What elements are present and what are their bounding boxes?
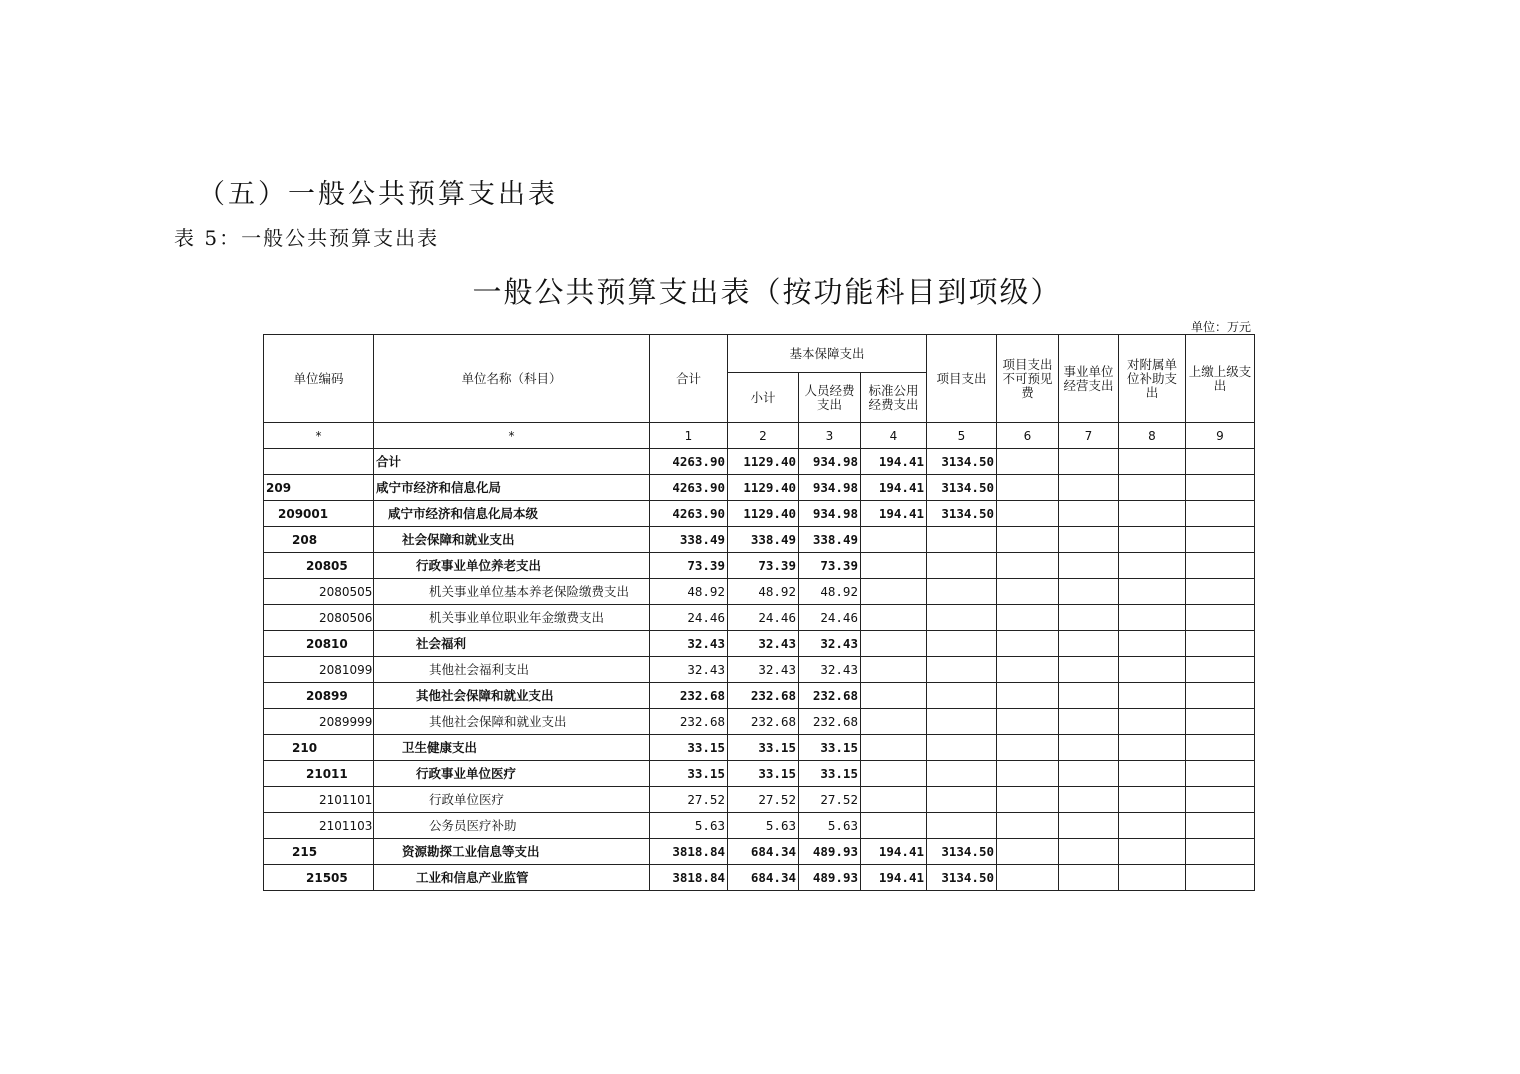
index-cell: 2 <box>728 423 799 449</box>
row-value-project <box>927 787 997 813</box>
row-value-c8 <box>1119 579 1186 605</box>
row-value-c9 <box>1186 527 1255 553</box>
row-name: 社会保障和就业支出 <box>374 527 650 553</box>
row-value-public-std <box>861 579 927 605</box>
row-value-c9 <box>1186 605 1255 631</box>
row-value-total: 48.92 <box>650 579 728 605</box>
row-value-c9 <box>1186 709 1255 735</box>
row-value-project <box>927 579 997 605</box>
row-value-public-std <box>861 787 927 813</box>
row-value-c6 <box>997 839 1059 865</box>
row-value-personnel: 232.68 <box>799 683 861 709</box>
row-code: 215 <box>264 839 374 865</box>
row-value-total: 4263.90 <box>650 475 728 501</box>
header-project: 项目支出 <box>927 335 997 423</box>
row-value-public-std <box>861 527 927 553</box>
header-code: 单位编码 <box>264 335 374 423</box>
row-value-c7 <box>1059 813 1119 839</box>
row-code: 20805 <box>264 553 374 579</box>
row-value-c7 <box>1059 605 1119 631</box>
row-value-project <box>927 657 997 683</box>
row-value-personnel: 934.98 <box>799 475 861 501</box>
row-value-public-std: 194.41 <box>861 501 927 527</box>
row-value-total: 32.43 <box>650 631 728 657</box>
row-value-total: 232.68 <box>650 709 728 735</box>
row-code: 20899 <box>264 683 374 709</box>
row-value-c9 <box>1186 631 1255 657</box>
row-value-personnel: 5.63 <box>799 813 861 839</box>
row-value-personnel: 27.52 <box>799 787 861 813</box>
row-value-subtotal: 232.68 <box>728 683 799 709</box>
row-code: 21505 <box>264 865 374 891</box>
row-value-public-std: 194.41 <box>861 839 927 865</box>
row-value-total: 338.49 <box>650 527 728 553</box>
row-name: 卫生健康支出 <box>374 735 650 761</box>
row-value-c7 <box>1059 553 1119 579</box>
header-subsidiary-subsidy: 对附属单位补助支出 <box>1119 335 1186 423</box>
row-value-subtotal: 5.63 <box>728 813 799 839</box>
row-value-subtotal: 33.15 <box>728 761 799 787</box>
row-code: 209001 <box>264 501 374 527</box>
table-row <box>264 475 1255 501</box>
row-name: 行政单位医疗 <box>374 787 650 813</box>
row-value-personnel: 32.43 <box>799 657 861 683</box>
row-value-c6 <box>997 709 1059 735</box>
row-value-subtotal: 48.92 <box>728 579 799 605</box>
row-value-c9 <box>1186 865 1255 891</box>
row-value-project <box>927 631 997 657</box>
row-code: 21011 <box>264 761 374 787</box>
row-value-c6 <box>997 579 1059 605</box>
index-row <box>264 423 1255 449</box>
row-value-subtotal: 684.34 <box>728 865 799 891</box>
row-name: 工业和信息产业监管 <box>374 865 650 891</box>
row-value-c8 <box>1119 449 1186 475</box>
row-value-project <box>927 527 997 553</box>
index-cell: 8 <box>1119 423 1186 449</box>
row-value-total: 4263.90 <box>650 449 728 475</box>
row-value-c6 <box>997 865 1059 891</box>
row-name: 公务员医疗补助 <box>374 813 650 839</box>
row-value-c7 <box>1059 475 1119 501</box>
row-value-c9 <box>1186 735 1255 761</box>
row-value-project <box>927 683 997 709</box>
row-value-c6 <box>997 501 1059 527</box>
row-value-c9 <box>1186 579 1255 605</box>
row-name: 资源勘探工业信息等支出 <box>374 839 650 865</box>
table-row <box>264 683 1255 709</box>
header-upper-payment: 上缴上级支出 <box>1186 335 1255 423</box>
row-code <box>264 449 374 475</box>
row-value-public-std <box>861 605 927 631</box>
index-cell: 4 <box>861 423 927 449</box>
row-value-public-std <box>861 631 927 657</box>
header-row-1 <box>264 335 1255 373</box>
table-row <box>264 735 1255 761</box>
row-value-project <box>927 735 997 761</box>
row-value-c7 <box>1059 631 1119 657</box>
row-value-personnel: 489.93 <box>799 839 861 865</box>
row-value-c8 <box>1119 813 1186 839</box>
row-value-personnel: 33.15 <box>799 761 861 787</box>
row-value-subtotal: 338.49 <box>728 527 799 553</box>
row-value-public-std: 194.41 <box>861 865 927 891</box>
row-code: 2080506 <box>264 605 374 631</box>
row-value-public-std <box>861 657 927 683</box>
row-code: 209 <box>264 475 374 501</box>
table-row <box>264 501 1255 527</box>
row-value-c7 <box>1059 657 1119 683</box>
row-value-c7 <box>1059 839 1119 865</box>
row-value-c8 <box>1119 631 1186 657</box>
row-value-c8 <box>1119 605 1186 631</box>
row-name: 机关事业单位基本养老保险缴费支出 <box>374 579 650 605</box>
row-value-subtotal: 1129.40 <box>728 475 799 501</box>
row-value-project: 3134.50 <box>927 475 997 501</box>
row-value-subtotal: 1129.40 <box>728 501 799 527</box>
row-value-public-std <box>861 761 927 787</box>
row-value-c6 <box>997 761 1059 787</box>
header-personnel: 人员经费支出 <box>799 373 861 423</box>
row-value-c8 <box>1119 501 1186 527</box>
row-value-c9 <box>1186 449 1255 475</box>
row-value-subtotal: 24.46 <box>728 605 799 631</box>
row-value-personnel: 24.46 <box>799 605 861 631</box>
row-code: 2101101 <box>264 787 374 813</box>
index-cell: * <box>264 423 374 449</box>
row-value-personnel: 934.98 <box>799 449 861 475</box>
row-value-subtotal: 32.43 <box>728 631 799 657</box>
budget-table <box>263 334 1255 891</box>
table-caption: 表 5：一般公共预算支出表 <box>174 226 440 250</box>
row-value-c8 <box>1119 865 1186 891</box>
header-public-std: 标准公用经费支出 <box>861 373 927 423</box>
row-value-c9 <box>1186 839 1255 865</box>
row-value-personnel: 33.15 <box>799 735 861 761</box>
row-value-project: 3134.50 <box>927 449 997 475</box>
header-basic: 基本保障支出 <box>728 335 927 373</box>
row-value-c6 <box>997 813 1059 839</box>
row-value-c6 <box>997 683 1059 709</box>
table-row <box>264 553 1255 579</box>
row-value-personnel: 32.43 <box>799 631 861 657</box>
row-value-c6 <box>997 787 1059 813</box>
row-value-project: 3134.50 <box>927 839 997 865</box>
row-name: 其他社会保障和就业支出 <box>374 709 650 735</box>
row-value-c8 <box>1119 553 1186 579</box>
row-code: 208 <box>264 527 374 553</box>
row-value-project <box>927 605 997 631</box>
row-value-total: 73.39 <box>650 553 728 579</box>
row-value-personnel: 48.92 <box>799 579 861 605</box>
row-value-subtotal: 73.39 <box>728 553 799 579</box>
row-value-public-std <box>861 553 927 579</box>
row-value-c9 <box>1186 813 1255 839</box>
row-value-c8 <box>1119 735 1186 761</box>
row-value-c7 <box>1059 683 1119 709</box>
index-cell: 5 <box>927 423 997 449</box>
row-value-personnel: 338.49 <box>799 527 861 553</box>
row-value-public-std <box>861 709 927 735</box>
table-row <box>264 527 1255 553</box>
row-value-subtotal: 32.43 <box>728 657 799 683</box>
row-value-personnel: 232.68 <box>799 709 861 735</box>
row-value-total: 32.43 <box>650 657 728 683</box>
row-value-c8 <box>1119 839 1186 865</box>
header-subtotal: 小计 <box>728 373 799 423</box>
row-value-c9 <box>1186 657 1255 683</box>
row-value-total: 33.15 <box>650 761 728 787</box>
table-row <box>264 631 1255 657</box>
row-name: 咸宁市经济和信息化局本级 <box>374 501 650 527</box>
index-cell: 3 <box>799 423 861 449</box>
row-value-total: 5.63 <box>650 813 728 839</box>
row-value-c7 <box>1059 501 1119 527</box>
row-value-c9 <box>1186 553 1255 579</box>
header-total: 合计 <box>650 335 728 423</box>
row-value-public-std: 194.41 <box>861 475 927 501</box>
row-value-personnel: 934.98 <box>799 501 861 527</box>
row-value-c6 <box>997 605 1059 631</box>
row-value-c7 <box>1059 527 1119 553</box>
index-cell: * <box>374 423 650 449</box>
table-row <box>264 657 1255 683</box>
row-value-subtotal: 1129.40 <box>728 449 799 475</box>
row-value-c7 <box>1059 787 1119 813</box>
table-row <box>264 605 1255 631</box>
row-name: 其他社会保障和就业支出 <box>374 683 650 709</box>
row-value-subtotal: 33.15 <box>728 735 799 761</box>
row-value-c9 <box>1186 761 1255 787</box>
row-value-c6 <box>997 527 1059 553</box>
table-row <box>264 787 1255 813</box>
row-value-c8 <box>1119 761 1186 787</box>
row-value-c7 <box>1059 449 1119 475</box>
row-value-c6 <box>997 631 1059 657</box>
row-code: 2081099 <box>264 657 374 683</box>
row-code: 2080505 <box>264 579 374 605</box>
row-name: 社会福利 <box>374 631 650 657</box>
row-value-c7 <box>1059 735 1119 761</box>
row-value-c8 <box>1119 787 1186 813</box>
index-cell: 6 <box>997 423 1059 449</box>
row-value-project: 3134.50 <box>927 865 997 891</box>
header-project-unforeseen: 项目支出不可预见费 <box>997 335 1059 423</box>
table-row <box>264 839 1255 865</box>
row-value-subtotal: 27.52 <box>728 787 799 813</box>
row-value-total: 3818.84 <box>650 839 728 865</box>
row-value-personnel: 489.93 <box>799 865 861 891</box>
row-value-project <box>927 709 997 735</box>
row-value-c6 <box>997 657 1059 683</box>
row-value-c9 <box>1186 501 1255 527</box>
row-value-total: 232.68 <box>650 683 728 709</box>
page-title: 一般公共预算支出表（按功能科目到项级） <box>472 275 1062 309</box>
row-value-c8 <box>1119 709 1186 735</box>
row-name: 咸宁市经济和信息化局 <box>374 475 650 501</box>
row-value-subtotal: 232.68 <box>728 709 799 735</box>
row-value-c6 <box>997 449 1059 475</box>
row-value-total: 27.52 <box>650 787 728 813</box>
unit-note: 单位：万元 <box>1190 320 1251 334</box>
row-value-c7 <box>1059 579 1119 605</box>
row-value-c6 <box>997 475 1059 501</box>
row-value-personnel: 73.39 <box>799 553 861 579</box>
row-name: 其他社会福利支出 <box>374 657 650 683</box>
row-value-public-std <box>861 683 927 709</box>
table-row <box>264 761 1255 787</box>
index-cell: 7 <box>1059 423 1119 449</box>
row-value-project: 3134.50 <box>927 501 997 527</box>
row-name: 合计 <box>374 449 650 475</box>
row-value-c9 <box>1186 683 1255 709</box>
row-value-project <box>927 553 997 579</box>
row-value-c9 <box>1186 475 1255 501</box>
row-code: 210 <box>264 735 374 761</box>
row-value-c7 <box>1059 761 1119 787</box>
row-value-total: 24.46 <box>650 605 728 631</box>
table-row <box>264 865 1255 891</box>
section-heading: （五）一般公共预算支出表 <box>198 179 558 210</box>
row-name: 机关事业单位职业年金缴费支出 <box>374 605 650 631</box>
index-cell: 1 <box>650 423 728 449</box>
row-value-public-std: 194.41 <box>861 449 927 475</box>
table-row <box>264 709 1255 735</box>
row-value-c7 <box>1059 865 1119 891</box>
row-value-c8 <box>1119 527 1186 553</box>
row-name: 行政事业单位养老支出 <box>374 553 650 579</box>
row-name: 行政事业单位医疗 <box>374 761 650 787</box>
row-code: 2101103 <box>264 813 374 839</box>
row-value-total: 33.15 <box>650 735 728 761</box>
row-value-c8 <box>1119 475 1186 501</box>
row-value-c8 <box>1119 683 1186 709</box>
table-row <box>264 579 1255 605</box>
header-business-ops: 事业单位经营支出 <box>1059 335 1119 423</box>
row-code: 20810 <box>264 631 374 657</box>
row-value-c7 <box>1059 709 1119 735</box>
row-value-c8 <box>1119 657 1186 683</box>
row-value-c9 <box>1186 787 1255 813</box>
row-value-total: 4263.90 <box>650 501 728 527</box>
table-row <box>264 813 1255 839</box>
row-value-subtotal: 684.34 <box>728 839 799 865</box>
row-value-public-std <box>861 813 927 839</box>
row-code: 2089999 <box>264 709 374 735</box>
row-value-c6 <box>997 553 1059 579</box>
row-value-total: 3818.84 <box>650 865 728 891</box>
row-value-c6 <box>997 735 1059 761</box>
table-row <box>264 449 1255 475</box>
index-cell: 9 <box>1186 423 1255 449</box>
row-value-public-std <box>861 735 927 761</box>
row-value-project <box>927 813 997 839</box>
header-name: 单位名称（科目） <box>374 335 650 423</box>
row-value-project <box>927 761 997 787</box>
